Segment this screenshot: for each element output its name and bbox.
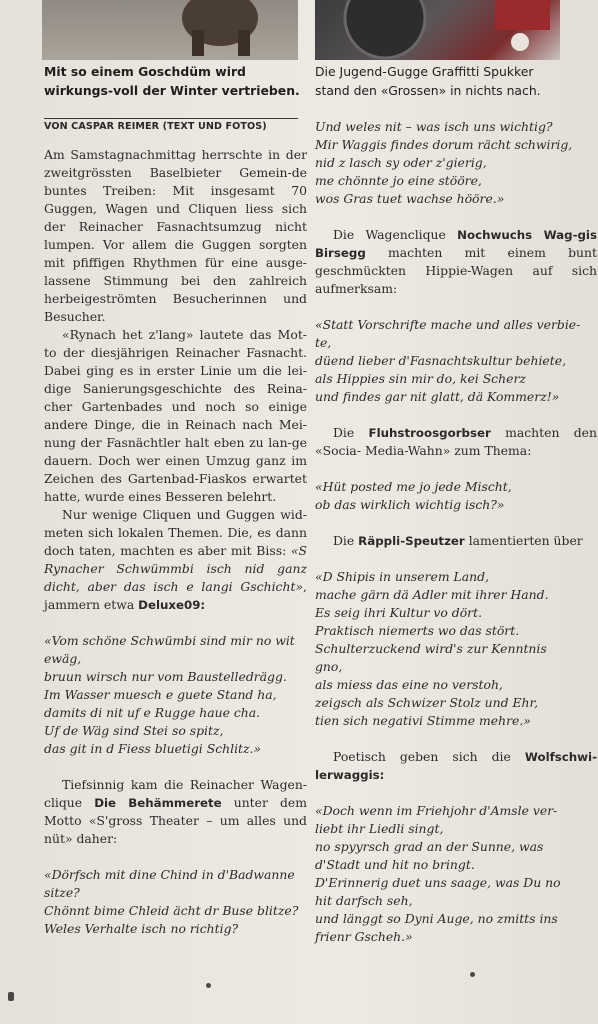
photo-costume [42, 0, 298, 60]
group-name-raeppli: Räppli-Speutzer [358, 534, 465, 548]
group-name-deluxe: Deluxe09: [138, 598, 206, 612]
paper-speck [470, 972, 475, 977]
paragraph-2: «Rynach het z'lang» lautete das Mot-to der diesjährigen Reinacher Fasnacht. Dabei ging es in erster Linie um die lei-dige Sanierungsgeschichte des Reina-cher Gartenbades und noch so einige andere Dinge, die in Reinach nach Mei-nung der Fasnächtler halt eben zu lan-ge dauern. Doch wer einen Umzug ganz im Zeichen des Gartenbad-Fiaskos erwartet hatte, wurde eines Besseren belehrt. [44, 327, 307, 504]
caption-right: Die Jugend-Gugge Graffitti Spukker stand den «Grossen» in nichts nach. [315, 64, 541, 98]
verse-line: Im Wasser muesch e guete Stand ha, [44, 687, 277, 702]
paragraph-4-end: unter dem Motto «S'gross Theater – um alles und nüt» daher: [44, 795, 307, 846]
group-name-wolfschwiler: Wolfschwi-lerwaggis: [315, 750, 597, 782]
photo-gugge [315, 0, 560, 60]
verse-line: sitze? [44, 885, 80, 900]
verse-line: Schulterzuckend wird's zur Kenntnis [315, 641, 547, 656]
paragraph-5-end: machten mit einem bunt geschmückten Hippie-Wagen auf sich aufmerksam: [315, 245, 597, 296]
article-column-left [44, 146, 307, 938]
verse-line: zeigsch als Schwizer Stolz und Ehr, [315, 695, 539, 710]
paragraph-5-start: Die Wagenclique [333, 227, 458, 242]
verse-line: das git in d Fiess bluetigi Schlitz.» [44, 741, 262, 756]
verse-behaemmerete [44, 866, 307, 938]
paragraph-3-quote: «S Rynacher Schwümmbi isch nid ganz dicht, aber das isch e langi Gschicht» [44, 543, 307, 594]
verse-line: und findes gar nit glatt, dä Kommerz!» [315, 389, 560, 404]
paragraph-4-start: Tiefsinnig kam die Reinacher Wagen-clique [44, 777, 307, 810]
group-name-nochwuchs: Nochwuchs Wag-gis Birsegg [315, 228, 597, 260]
verse-raeppli [315, 568, 597, 730]
verse-line: te, [315, 335, 332, 350]
paper-speck [206, 983, 211, 988]
verse-line: damits di nit uf e Rugge haue cha. [44, 705, 261, 720]
verse-line: d'Stadt und hit no bringt. [315, 857, 475, 872]
verse-line: düend lieber d'Fasnachtskultur behiete, [315, 353, 567, 368]
paragraph-3-mid: , jammern etwa [44, 579, 307, 612]
verse-line: und länggt so Dyni Auge, no zmitts ins [315, 911, 558, 926]
verse-line: «Vom schöne Schwümbi sind mir no wit [44, 633, 295, 648]
verse-line: wos Gras tuet wachse hööre.» [315, 191, 505, 206]
verse-deluxe [44, 632, 307, 758]
verse-line: Weles Verhalte isch no richtig? [44, 921, 239, 936]
verse-line: Chönnt bime Chleid ächt dr Buse blitze? [44, 903, 299, 918]
byline: VON CASPAR REIMER (TEXT UND FOTOS) [44, 121, 267, 132]
paragraph-5 [315, 226, 597, 298]
verse-line: Uf de Wäg sind Stei so spitz, [44, 723, 224, 738]
paragraph-7 [315, 532, 597, 550]
verse-line: tien sich negativi Stimme mehre.» [315, 713, 531, 728]
caption-left: Mit so einem Goschdüm wird wirkungs-voll der Winter vertrieben. [44, 64, 300, 98]
verse-wolfschwiler [315, 802, 597, 946]
verse-line: «Statt Vorschrifte mache und alles verbie- [315, 317, 581, 332]
paragraph-8 [315, 748, 597, 784]
verse-line: mache gärn dä Adler mit ihrer Hand. [315, 587, 549, 602]
paragraph-3 [44, 506, 307, 614]
verse-line: «Doch wenn im Friehjohr d'Amsle ver- [315, 803, 558, 818]
verse-line: ob das wirklich wichtig isch?» [315, 497, 505, 512]
photo-gugge-image [315, 0, 560, 60]
photo-costume-image [42, 0, 298, 60]
verse-line: hit darfsch seh, [315, 893, 413, 908]
verse-line: liebt ihr Liedli singt, [315, 821, 444, 836]
verse-line: nid z lasch sy oder z'gierig, [315, 155, 487, 170]
verse-line: frienr Gscheh.» [315, 929, 413, 944]
paper-speck [8, 992, 14, 1001]
verse-line: «Dörfsch mit dine Chind in d'Badwanne [44, 867, 295, 882]
paragraph-7-start: Die [333, 533, 359, 548]
article-column-right [315, 118, 597, 946]
verse-nochwuchs [315, 316, 597, 406]
verse-line: Es seig ihri Kultur vo dört. [315, 605, 483, 620]
verse-line: me chönnte jo eine stööre, [315, 173, 482, 188]
verse-line: no spyyrsch grad an der Sunne, was [315, 839, 544, 854]
group-name-fluhstroos: Fluhstroosgorbser [368, 426, 491, 440]
verse-line: als miess das eine no verstoh, [315, 677, 503, 692]
paragraph-6 [315, 424, 597, 460]
verse-line: gno, [315, 659, 343, 674]
verse-line: «Hüt posted me jo jede Mischt, [315, 479, 512, 494]
verse-line: «D Shipis in unserem Land, [315, 569, 490, 584]
paragraph-6-start: Die [333, 425, 369, 440]
verse-line: D'Erinnerig duet uns saage, was Du no [315, 875, 561, 890]
verse-line: bruun wirsch nur vom Baustelledrägg. [44, 669, 287, 684]
verse-line: ewäg, [44, 651, 82, 666]
verse-line: Mir Waggis findes dorum rächt schwirig, [315, 137, 573, 152]
paragraph-3-start: Nur wenige Cliquen und Guggen wid-meten sich lokalen Themen. Die, es dann doch taten, machten es aber mit Biss: [44, 507, 307, 558]
byline-rule [44, 118, 298, 119]
verse-fluhstroos [315, 478, 597, 514]
paragraph-1: Am Samstagnachmittag herrschte in der zweitgrössten Baselbieter Gemein-de buntes Treiben: Mit insgesamt 70 Guggen, Wagen und Cliquen liess sich der Reinacher Fasnachtsumzug nicht lumpen. Vor allem die Guggen sorgten mit pfiffigen Rhythmen für eine ausge-lassene Stimmung bei den zahlreich herbeigeströmten Besucherinnen und Besucher. [44, 147, 307, 324]
paragraph-7-end: lamentierten über [464, 533, 583, 548]
paragraph-8-start: Poetisch geben sich die [333, 749, 525, 764]
group-name-behaemmerete: Die Behämmerete [94, 796, 222, 810]
verse-line: Und weles nit – was isch uns wichtig? [315, 119, 553, 134]
verse-line: Praktisch niemerts wo das stört. [315, 623, 520, 638]
paragraph-4 [44, 776, 307, 848]
verse-behaemmerete-continued [315, 118, 597, 208]
paragraph-6-end: machten den «Socia- Media-Wahn» zum Thema: [315, 425, 597, 458]
verse-line: als Hippies sin mir do, kei Scherz [315, 371, 526, 386]
